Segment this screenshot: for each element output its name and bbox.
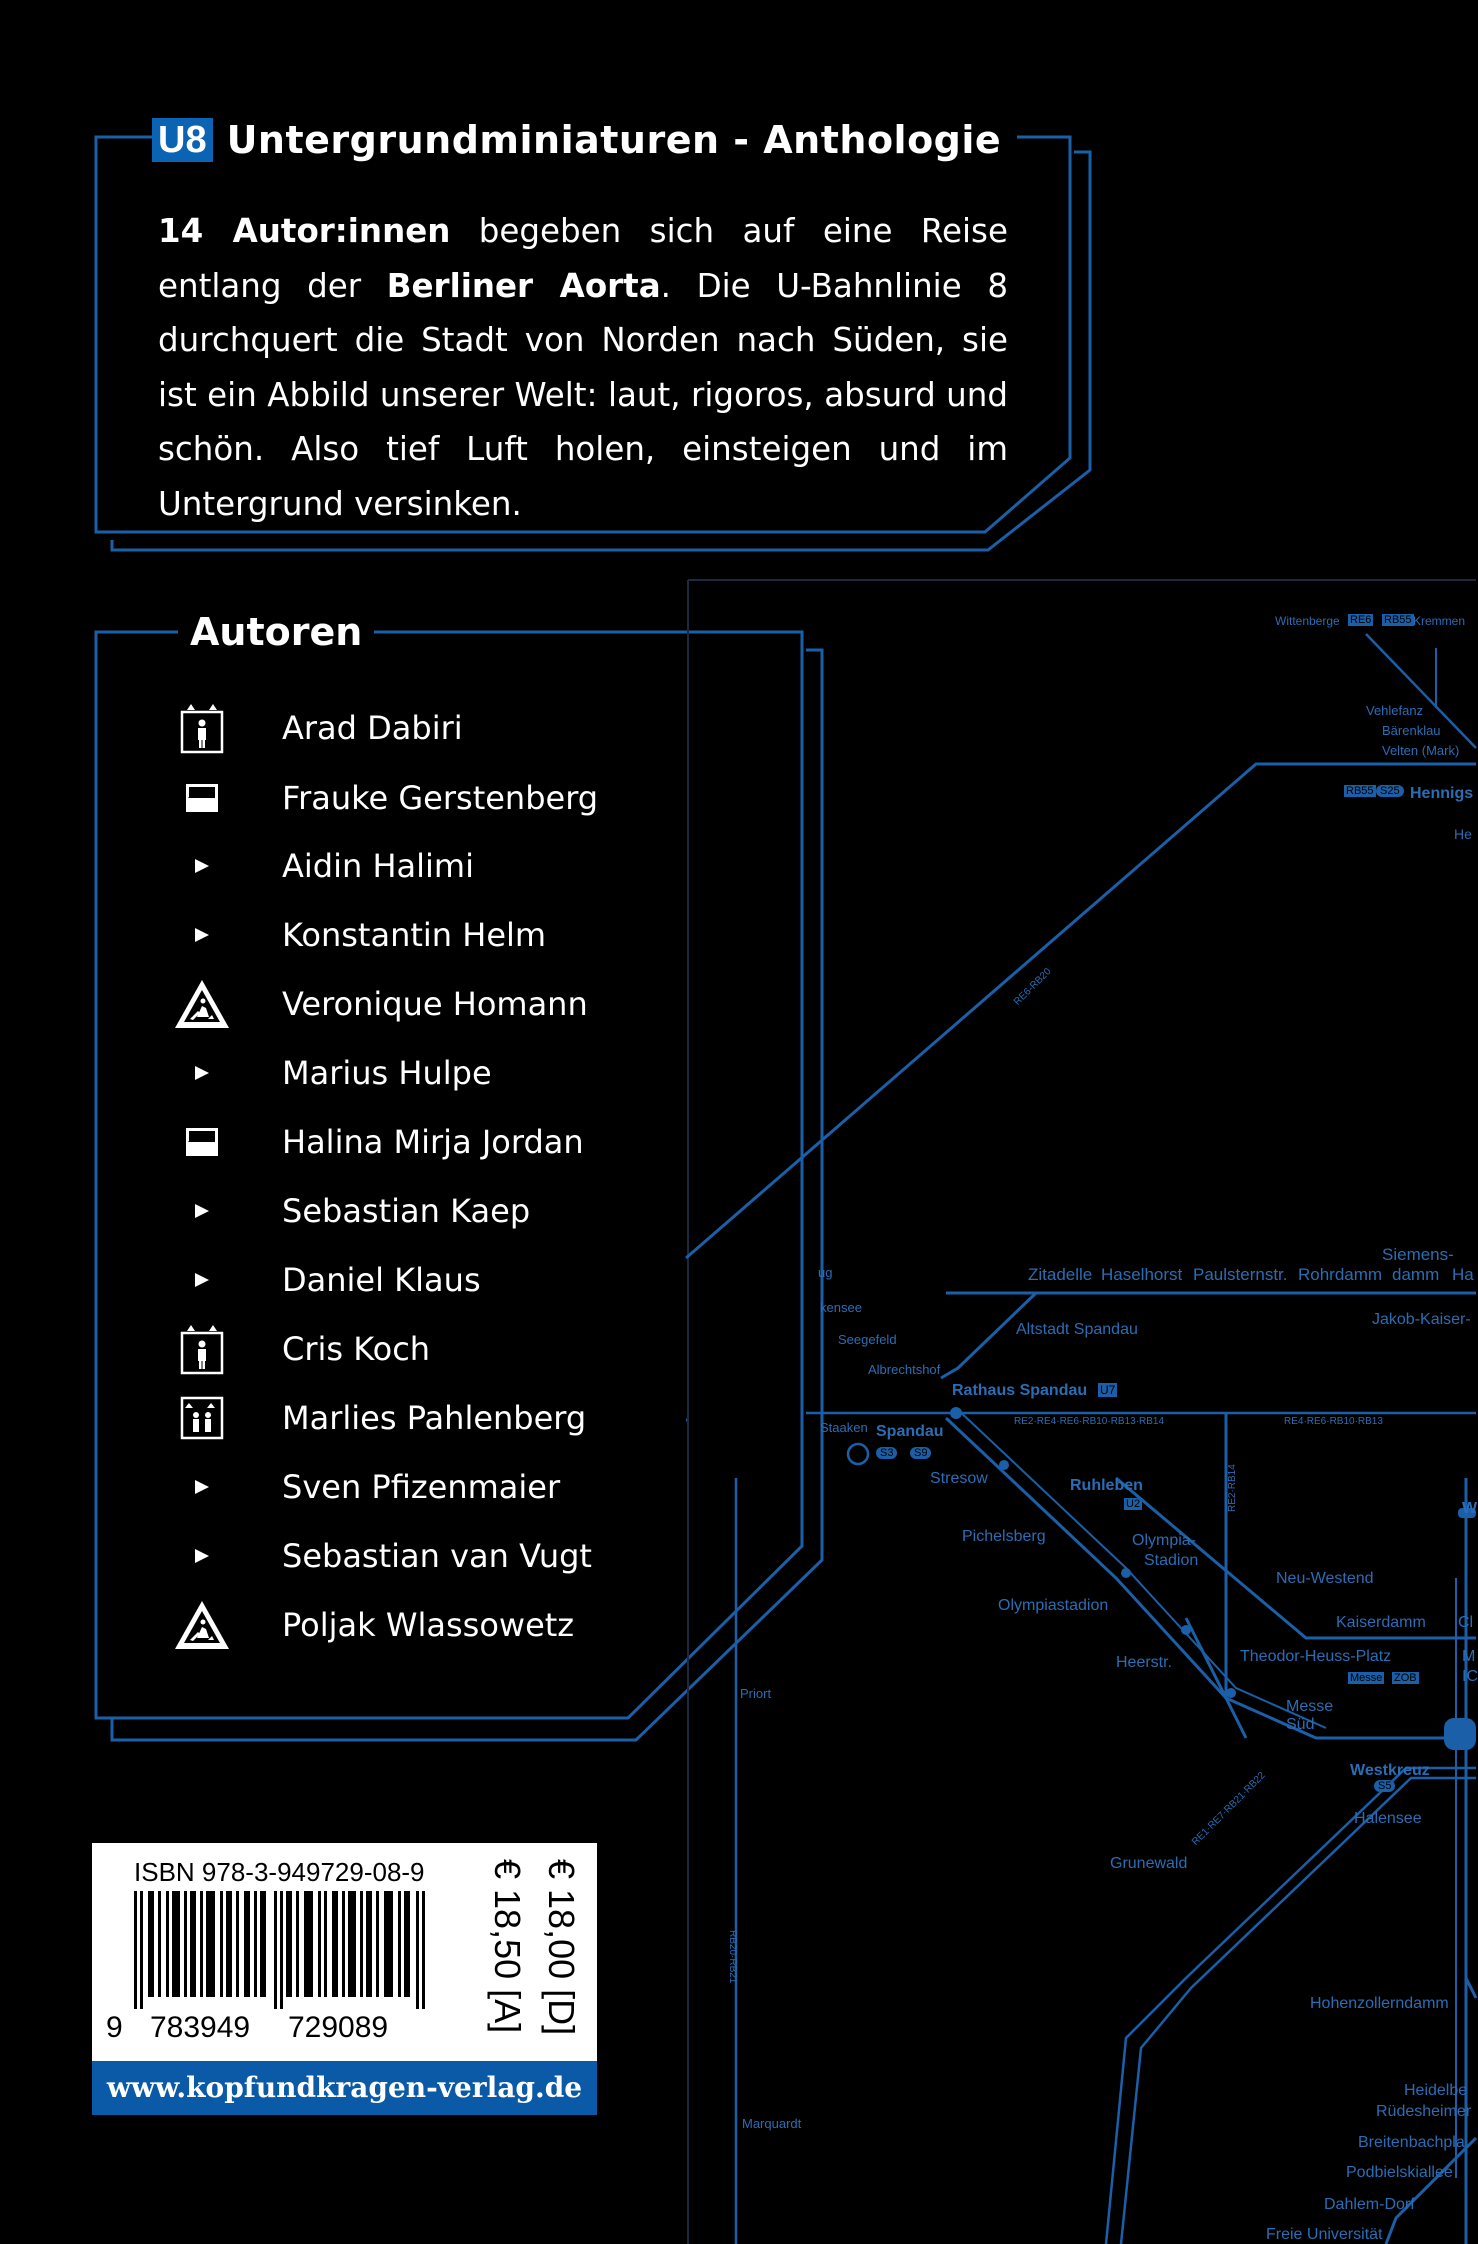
author-row (160, 1183, 530, 1239)
map-label: Grunewald (1110, 1855, 1188, 1872)
author-name: Sebastian van Vugt (282, 1537, 592, 1575)
map-label: Stresow (930, 1470, 988, 1487)
author-name: Cris Koch (282, 1330, 431, 1368)
barcode-box (92, 1843, 597, 2115)
map-label: Neu-Westend (1276, 1570, 1374, 1587)
map-label: RE4·RE6·RB10·RB13 (1284, 1416, 1383, 1427)
arrow-icon (160, 1528, 244, 1584)
map-label: Priort (740, 1686, 772, 1701)
map-label: RE6 (1350, 614, 1372, 626)
author-row (160, 907, 546, 963)
blurb-text (158, 204, 1008, 531)
ean-first-digit: 9 (106, 2011, 123, 2044)
map-label: Messe (1350, 1672, 1383, 1684)
map-label: Wittenberge (1275, 614, 1340, 628)
blurb-text-part-1: begeben sich auf eine Reise entlang der (158, 212, 1008, 305)
author-name: Marius Hulpe (282, 1054, 492, 1092)
author-name: Veronique Homann (282, 985, 588, 1023)
map-label: Heidelbe (1404, 2082, 1468, 2099)
map-label: Haselhorst (1101, 1265, 1183, 1284)
elevator-icon (160, 1321, 244, 1377)
author-name: Arad Dabiri (282, 709, 463, 747)
map-label: S25 (1376, 785, 1404, 797)
author-name: Poljak Wlassowetz (282, 1606, 575, 1644)
map-label: Spandau (876, 1423, 944, 1440)
map-label: RE2·RB14 (1227, 1464, 1238, 1512)
map-label: Olympiastadion (998, 1597, 1109, 1614)
map-label: Olympia- (1132, 1532, 1197, 1549)
author-row (160, 1528, 592, 1584)
author-name: Konstantin Helm (282, 916, 547, 954)
blurb-bold-authors: 14 Autor:innen (158, 212, 451, 250)
map-label: ug (818, 1265, 833, 1280)
map-label: kensee (820, 1300, 862, 1315)
map-label: RE6-RB20 (1012, 966, 1054, 1008)
author-name: Halina Mirja Jordan (282, 1123, 584, 1161)
price-at: € 18,50 [A] (487, 1859, 528, 2034)
map-label: Freie Universität (1266, 2226, 1383, 2243)
map-label: Altstadt Spandau (1016, 1321, 1138, 1338)
map-label: U2 (1126, 1498, 1141, 1510)
map-label: Zitadelle (1028, 1265, 1093, 1284)
map-label: Messe (1286, 1698, 1334, 1715)
map-label: Süd (1286, 1716, 1315, 1733)
author-row (160, 770, 598, 826)
ean-group-1: 783949 (150, 2011, 251, 2044)
regional-stop-icon (160, 1114, 244, 1170)
map-label: Hohenzollerndamm (1310, 1995, 1449, 2012)
author-row (160, 1459, 560, 1515)
construction-sign-icon (160, 1597, 244, 1653)
arrow-icon (160, 838, 244, 894)
author-name: Sven Pfizenmaier (282, 1468, 561, 1506)
author-name: Sebastian Kaep (282, 1192, 531, 1230)
map-label: Kaiserdamm (1336, 1614, 1426, 1631)
map-label: Dahlem-Dorf (1324, 2196, 1415, 2213)
map-label: IC (1462, 1668, 1478, 1685)
map-label: Jakob-Kaiser- (1372, 1311, 1471, 1328)
map-label: Breitenbachpla (1358, 2134, 1465, 2151)
map-label: Rüdesheimer (1376, 2103, 1472, 2120)
author-row (160, 1597, 574, 1653)
blurb-bold-aorta: Berliner Aorta (386, 266, 661, 305)
map-label: Seegefeld (838, 1332, 897, 1347)
blurb-text-part-2: . Die U-Bahnlinie 8 durchquert die Stadt von Norden nach Süden, sie ist ein Abbild unserer Welt: laut, rigoros, absurd und schön. Also tief Luft holen, einsteigen und im Untergrund versinken. (158, 266, 1008, 523)
map-label: W (1462, 1500, 1478, 1517)
map-label: Vehlefanz (1366, 703, 1424, 718)
publisher-url[interactable]: www.kopfundkragen-verlag.de (92, 2061, 597, 2115)
arrow-icon (160, 907, 244, 963)
map-label: Marquardt (742, 2116, 802, 2131)
elevator-icon (160, 700, 244, 756)
map-label: Staaken (820, 1420, 868, 1435)
map-label: Westkreuz (1350, 1762, 1430, 1779)
map-label: Theodor-Heuss-Platz (1240, 1648, 1392, 1665)
map-label: S5 (1374, 1780, 1395, 1792)
map-label: Heerstr. (1116, 1654, 1173, 1671)
u8-line-badge: U8 (152, 118, 213, 162)
author-row (160, 1252, 481, 1308)
map-label: Podbielskiallee (1346, 2164, 1453, 2181)
author-row (160, 700, 463, 756)
book-title: Untergrundminiaturen - Anthologie (226, 118, 1002, 162)
author-name: Daniel Klaus (282, 1261, 481, 1299)
map-label: Velten (Mark) (1382, 743, 1460, 758)
map-label: Pichelsberg (962, 1528, 1046, 1545)
author-name: Aidin Halimi (282, 847, 474, 885)
barcode-bars (134, 1891, 434, 2009)
author-row (160, 1390, 586, 1446)
map-label: RE2·RE4·RE6·RB10·RB13·RB14 (1014, 1416, 1165, 1427)
map-label: Bärenklau (1382, 723, 1441, 738)
author-row (160, 1114, 584, 1170)
author-row (160, 976, 588, 1032)
price-de: € 18,00 [D] (541, 1859, 582, 2036)
author-name: Marlies Pahlenberg (282, 1399, 587, 1437)
map-label: Albrechtshof (868, 1362, 941, 1377)
map-label: Halensee (1354, 1810, 1422, 1827)
map-label: Kremmen (1413, 614, 1466, 628)
author-row (160, 1321, 430, 1377)
map-label: Rohrdamm (1298, 1265, 1383, 1284)
arrow-icon (160, 1252, 244, 1308)
map-label: He (1454, 826, 1472, 842)
map-label: Stadion (1144, 1552, 1199, 1569)
arrow-icon (160, 1045, 244, 1101)
blurb-title-bar (152, 112, 1017, 168)
authors-heading: Autoren (178, 606, 374, 658)
author-name: Frauke Gerstenberg (282, 779, 599, 817)
isbn-text: ISBN 978-3-949729-08-9 (134, 1857, 425, 1887)
double-elevator-icon (160, 1390, 244, 1446)
map-label: RB55 (1384, 614, 1412, 626)
map-label: Paulsternstr. (1193, 1265, 1288, 1284)
map-label: Rathaus Spandau (952, 1382, 1088, 1399)
map-label: U7 (1100, 1383, 1116, 1397)
arrow-icon (160, 1459, 244, 1515)
map-label: RB20·RB21 (727, 1930, 738, 1984)
author-row (160, 838, 474, 894)
author-row (160, 1045, 492, 1101)
map-label: M (1462, 1648, 1476, 1665)
map-label: Cl (1458, 1614, 1474, 1631)
map-label: Hennigs (1410, 785, 1474, 802)
map-label: S3 (876, 1447, 897, 1459)
map-label: RB55 (1346, 785, 1374, 797)
map-label: RE1·RE7·RB21·RB22 (1190, 1770, 1268, 1848)
map-label: damm (1392, 1265, 1440, 1284)
map-label: S9 (910, 1447, 931, 1459)
regional-stop-icon (160, 770, 244, 826)
map-label: Ruhleben (1070, 1477, 1143, 1494)
ean-group-2: 729089 (288, 2011, 389, 2044)
map-label: ZOB (1394, 1672, 1417, 1684)
construction-sign-icon (160, 976, 244, 1032)
map-label: Ha (1452, 1265, 1474, 1284)
map-label: Siemens- (1382, 1245, 1454, 1264)
arrow-icon (160, 1183, 244, 1239)
